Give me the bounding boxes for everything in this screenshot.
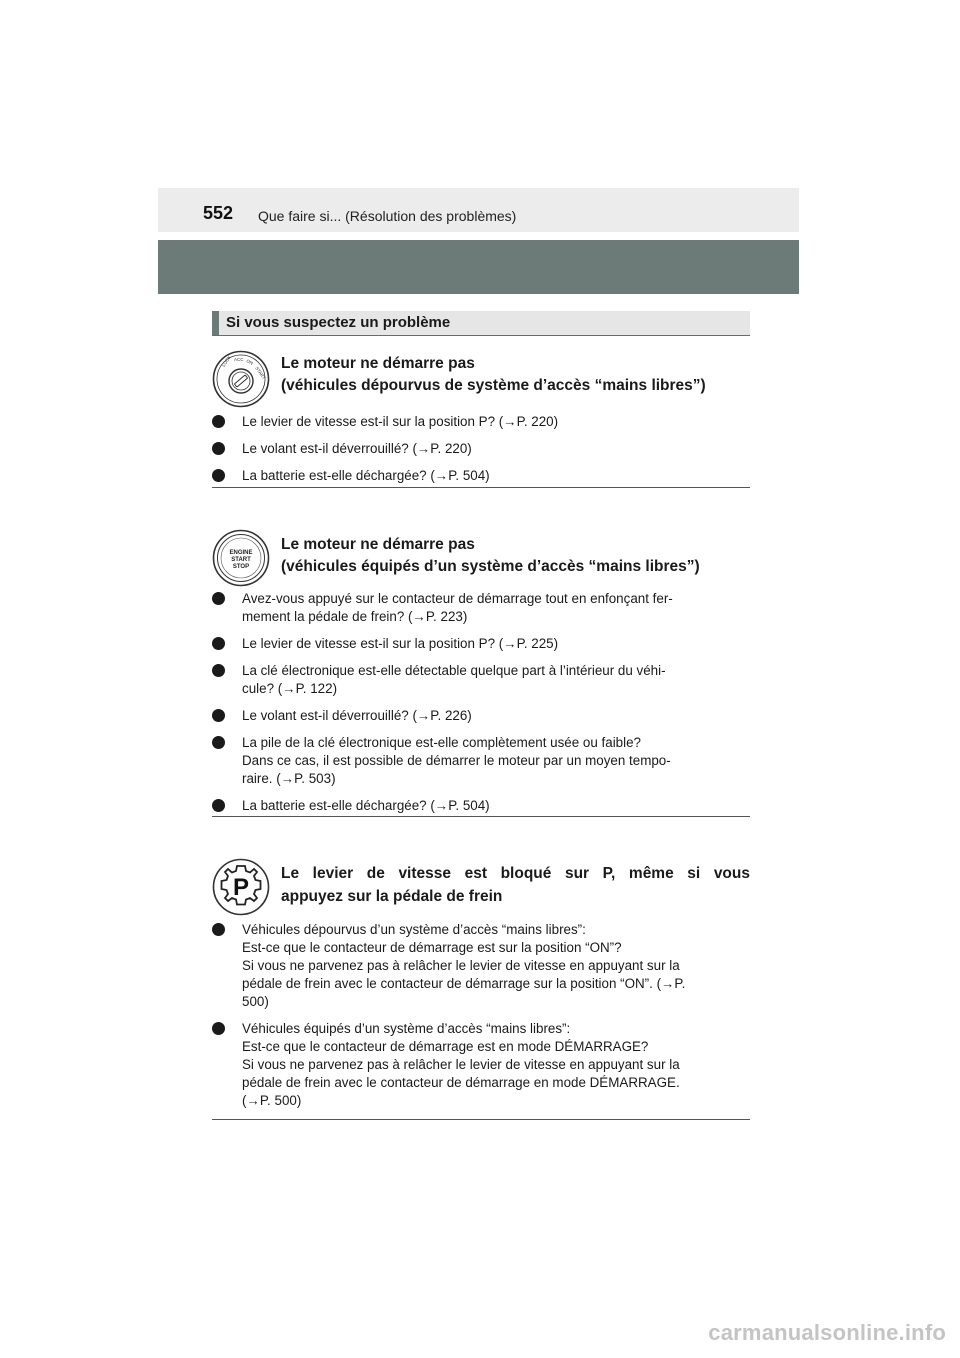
- list-item: [212, 1020, 750, 1110]
- bullet-text: Le levier de vitesse est-il sur la position P? (→P. 225): [242, 636, 559, 651]
- list-item: [212, 590, 750, 626]
- icon-label: P: [232, 874, 250, 901]
- bullet-list: [212, 921, 750, 1119]
- section-title: Si vous suspectez un problème: [226, 314, 451, 331]
- block-heading: [281, 534, 700, 578]
- bullet-text: 500): [242, 994, 269, 1009]
- heading-line: Le levier de vitesse est bloqué sur P, même si vous: [281, 865, 750, 882]
- bullet-text: Avez-vous appuyé sur le contacteur de démarrage tout en enfonçant fer-: [242, 591, 673, 606]
- bullet-text: La pile de la clé électronique est-elle complètement usée ou faible?: [242, 735, 641, 750]
- bullet-text: pédale de frein avec le contacteur de démarrage sur la position “ON”. (→P.: [242, 976, 686, 991]
- heading-line: (véhicules dépourvus de système d’accès “mains libres”): [281, 377, 706, 394]
- bullet-text: La batterie est-elle déchargée? (→P. 504): [242, 798, 490, 813]
- bullet-text: raire. (→P. 503): [242, 771, 336, 786]
- page-number: 552: [203, 203, 234, 223]
- icon-label: START: [231, 557, 251, 563]
- list-item: [212, 707, 750, 725]
- list-item: [212, 440, 750, 458]
- bullet-text: La clé électronique est-elle détectable quelque part à l’intérieur du véhi-: [242, 663, 666, 678]
- ignition-key-icon: [212, 350, 270, 408]
- list-item: [212, 662, 750, 698]
- engine-start-stop-button-icon: [212, 529, 270, 587]
- svg-text:ON: ON: [245, 358, 254, 366]
- decorative-gray-bar: [158, 240, 799, 294]
- chapter-title: Que faire si... (Résolution des problèmes): [258, 208, 517, 224]
- heading-line: appuyez sur la pédale de frein: [281, 888, 503, 905]
- divider: [212, 816, 750, 817]
- bullet-icon: [212, 1022, 225, 1035]
- bullet-text: Le levier de vitesse est-il sur la position P? (→P. 220): [242, 414, 559, 429]
- bullet-icon: [212, 415, 225, 428]
- bullet-text: Le volant est-il déverrouillé? (→P. 220): [242, 441, 472, 456]
- bullet-text: La batterie est-elle déchargée? (→P. 504): [242, 468, 490, 483]
- list-item: [212, 635, 750, 653]
- icon-label: ENGINE: [229, 550, 253, 556]
- bullet-icon: [212, 637, 225, 650]
- watermark-text: carmanualsonline.info: [708, 1320, 946, 1345]
- section-title-bar: [212, 311, 750, 336]
- heading-line: (véhicules équipés d’un système d’accès “mains libres”): [281, 558, 700, 575]
- list-item: [212, 797, 750, 815]
- block-heading: [281, 353, 706, 397]
- block-heading: [281, 862, 750, 908]
- park-gear-icon: [212, 858, 270, 916]
- section-accent: [212, 311, 219, 335]
- icon-label: STOP: [232, 564, 250, 570]
- bullet-icon: [212, 736, 225, 749]
- list-item: [212, 467, 750, 485]
- bullet-list: [212, 413, 750, 494]
- heading-line: Le moteur ne démarre pas: [281, 355, 475, 372]
- bullet-text: cule? (→P. 122): [242, 681, 338, 696]
- bullet-text: Est-ce que le contacteur de démarrage est sur la position “ON”?: [242, 940, 622, 955]
- list-item: [212, 921, 750, 1011]
- bullet-icon: [212, 799, 225, 812]
- bullet-icon: [212, 469, 225, 482]
- bullet-text: pédale de frein avec le contacteur de démarrage en mode DÉMARRAGE.: [242, 1075, 680, 1090]
- bullet-text: Est-ce que le contacteur de démarrage est en mode DÉMARRAGE?: [242, 1039, 649, 1054]
- bullet-text: mement la pédale de frein? (→P. 223): [242, 609, 468, 624]
- bullet-text: Véhicules dépourvus d’un système d’accès “mains libres”:: [242, 922, 586, 937]
- divider: [212, 1119, 750, 1120]
- svg-text:ACC: ACC: [234, 357, 244, 362]
- bullet-text: Si vous ne parvenez pas à relâcher le levier de vitesse en appuyant sur la: [242, 1057, 680, 1072]
- divider: [212, 487, 750, 488]
- bullet-text: Si vous ne parvenez pas à relâcher le levier de vitesse en appuyant sur la: [242, 958, 680, 973]
- list-item: [212, 413, 750, 431]
- bullet-text: (→P. 500): [242, 1093, 302, 1108]
- bullet-icon: [212, 923, 225, 936]
- bullet-text: Le volant est-il déverrouillé? (→P. 226): [242, 708, 472, 723]
- svg-text:START: START: [254, 365, 267, 381]
- bullet-icon: [212, 592, 225, 605]
- bullet-icon: [212, 442, 225, 455]
- heading-line: Le moteur ne démarre pas: [281, 536, 475, 553]
- bullet-text: Véhicules équipés d’un système d’accès “mains libres”:: [242, 1021, 571, 1036]
- list-item: [212, 734, 750, 788]
- bullet-icon: [212, 709, 225, 722]
- bullet-icon: [212, 664, 225, 677]
- bullet-text: Dans ce cas, il est possible de démarrer le moteur par un moyen tempo-: [242, 753, 671, 768]
- svg-text:LOCK: LOCK: [220, 354, 232, 368]
- bullet-list: [212, 590, 750, 824]
